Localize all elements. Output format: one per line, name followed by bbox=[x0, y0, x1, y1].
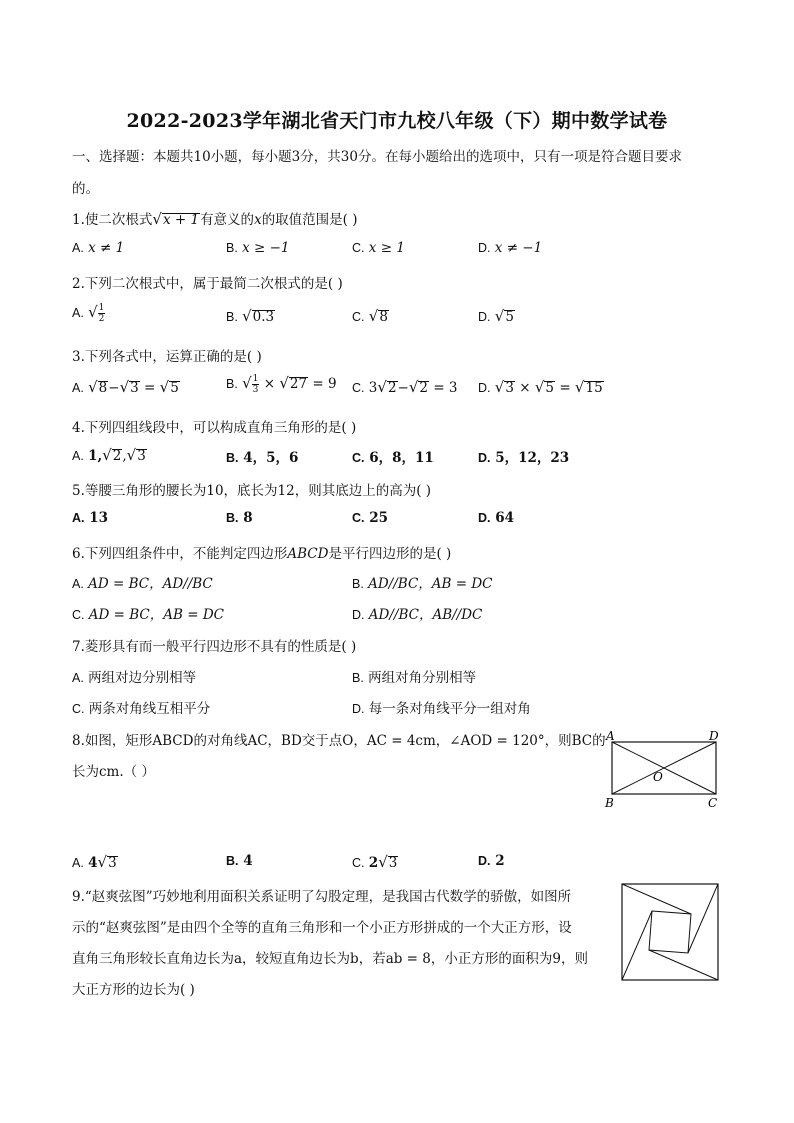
question-3-stem: 3.下列各式中，运算正确的是( ) bbox=[72, 349, 262, 365]
triangle-edge-4 bbox=[622, 911, 652, 980]
question-9-stem-line-1: 9.“赵爽弦图”巧妙地利用面积关系证明了勾股定理，是我国古代数学的骄傲，如图所 bbox=[72, 889, 572, 905]
radical-sign: √ bbox=[242, 307, 252, 325]
rectangle-figure bbox=[600, 728, 730, 814]
point-o-label: O bbox=[653, 770, 663, 784]
q3-option-a[interactable]: A. √8−√3 = √5 bbox=[72, 378, 179, 396]
q1-option-a[interactable]: A. x ≠ 1 bbox=[72, 240, 125, 256]
radical-sign: √ bbox=[368, 307, 379, 325]
question-8-stem-line-2: 长为cm.（ ） bbox=[72, 764, 155, 780]
q5-option-d[interactable]: D. 64 bbox=[478, 510, 514, 526]
q5-option-a[interactable]: A. 13 bbox=[72, 510, 108, 526]
q8-option-c[interactable]: C. 2√3 bbox=[352, 853, 398, 871]
q7-option-b[interactable]: B. 两组对角分别相等 bbox=[352, 670, 477, 686]
q1-stem-b: 有意义的 bbox=[200, 212, 255, 228]
q8-option-d[interactable]: D. 2 bbox=[478, 853, 505, 869]
q4-option-d[interactable]: D. 5，12，23 bbox=[478, 450, 570, 466]
q1-var: x bbox=[254, 212, 262, 228]
q3-fraction: $\frac{1}{3}$ bbox=[252, 374, 259, 395]
question-1-stem bbox=[72, 208, 358, 228]
q2-option-d[interactable]: D. √5 bbox=[478, 307, 514, 325]
q8-option-a[interactable]: A. 4√3 bbox=[72, 853, 117, 871]
q8-option-b[interactable]: B. 4 bbox=[226, 853, 253, 869]
q6-option-a[interactable]: A. AD = BC，AD//BC bbox=[72, 576, 213, 592]
q1-option-b[interactable]: B. x ≥ −1 bbox=[226, 240, 290, 256]
section-instruction-line-1: 一、选择题：本题共10小题，每小题3分，共30分。在每小题给出的选项中，只有一项是符合题目要求 bbox=[72, 149, 682, 165]
q5-option-c[interactable]: C. 25 bbox=[352, 510, 388, 526]
zhao-shuang-figure bbox=[620, 882, 722, 984]
radical-sign: √ bbox=[494, 307, 505, 325]
triangle-edge-1 bbox=[622, 884, 691, 914]
q1-option-c[interactable]: C. x ≥ 1 bbox=[352, 240, 405, 256]
big-square bbox=[622, 884, 718, 980]
q4-option-c[interactable]: C. 6，8，11 bbox=[352, 450, 434, 466]
q7-option-c[interactable]: C. 两条对角线互相平分 bbox=[72, 701, 211, 717]
q3-option-c[interactable]: C. 3√2−√2 = 3 bbox=[352, 378, 458, 396]
q2-fraction: $\frac{1}{2}$ bbox=[98, 303, 105, 324]
q5-option-b[interactable]: B. 8 bbox=[226, 510, 253, 526]
section-instruction-line-2: 的。 bbox=[72, 181, 99, 197]
q1-radicand: x + 1 bbox=[162, 212, 200, 228]
question-9-stem-line-2: 示的“赵爽弦图”是由四个全等的直角三角形和一个小正方形拼成的一个大正方形，设 bbox=[72, 920, 572, 936]
question-9-stem-line-4: 大正方形的边长为( ) bbox=[72, 982, 195, 998]
q3-option-d[interactable]: D. √3 × √5 = √15 bbox=[478, 378, 603, 396]
q1-stem-c: 的取值范围是( ) bbox=[261, 212, 358, 228]
small-square bbox=[649, 911, 691, 953]
q6-option-d[interactable]: D. AD//BC，AB//DC bbox=[352, 607, 483, 623]
triangle-edge-2 bbox=[688, 884, 718, 953]
q1-option-d[interactable]: D. x ≠ −1 bbox=[478, 240, 543, 256]
question-8-stem-line-1: 8.如图，矩形ABCD的对角线AC，BD交于点O，AC = 4cm，∠AOD = 120°，则BC的 bbox=[72, 733, 606, 749]
q7-option-d[interactable]: D. 每一条对角线平分一组对角 bbox=[352, 701, 531, 717]
radical-sign: √ bbox=[88, 303, 98, 321]
q6-option-b[interactable]: B. AD//BC，AB = DC bbox=[352, 576, 493, 592]
question-5-stem: 5.等腰三角形的腰长为10，底长为12，则其底边上的高为( ) bbox=[72, 483, 432, 499]
question-2-stem: 2.下列二次根式中，属于最简二次根式的是( ) bbox=[72, 276, 343, 292]
q2-option-b[interactable]: B. √0.3 bbox=[226, 307, 275, 325]
q7-option-a[interactable]: A. 两组对边分别相等 bbox=[72, 670, 197, 686]
question-4-stem: 4.下列四组线段中，可以构成直角三角形的是( ) bbox=[72, 420, 357, 436]
vertex-c-label: C bbox=[708, 796, 718, 810]
q2-option-a[interactable]: A. √ $\frac{1}{2}$ bbox=[72, 303, 105, 324]
vertex-a-label: A bbox=[606, 729, 615, 743]
radical-sign: √ bbox=[152, 210, 162, 228]
vertex-b-label: B bbox=[605, 796, 614, 810]
q6-option-c[interactable]: C. AD = BC，AB = DC bbox=[72, 607, 224, 623]
question-7-stem: 7.菱形具有而一般平行四边形不具有的性质是( ) bbox=[72, 639, 357, 655]
exam-title: 2022-2023学年湖北省天门市九校八年级（下）期中数学试卷 bbox=[126, 110, 668, 132]
q1-stem-a: 1.使二次根式 bbox=[72, 212, 153, 228]
q4-option-b[interactable]: B. 4，5，6 bbox=[226, 450, 299, 466]
question-6-stem: 6.下列四组条件中，不能判定四边形ABCD是平行四边形的是( ) bbox=[72, 546, 452, 562]
triangle-edge-3 bbox=[649, 950, 718, 980]
question-9-stem-line-3: 直角三角形较长直角边长为a，较短直角边长为b，若ab = 8，小正方形的面积为9，则 bbox=[72, 951, 588, 967]
q4-option-a[interactable]: A. 1,√2,√3 bbox=[72, 446, 146, 464]
q2-option-c[interactable]: C. √8 bbox=[352, 307, 388, 325]
q3-option-b[interactable]: B. √ $\frac{1}{3}$ × √27 = 9 bbox=[226, 374, 337, 395]
vertex-d-label: D bbox=[709, 729, 719, 743]
